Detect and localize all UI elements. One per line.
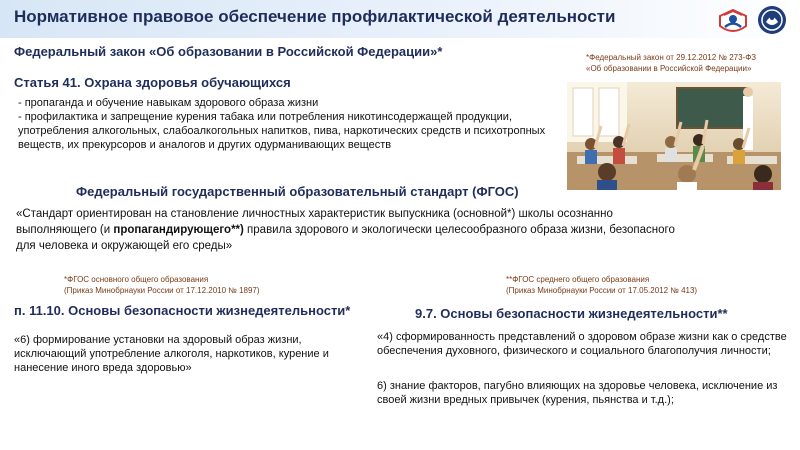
law-footnote-line2: «Об образовании в Российской Федерации» <box>586 64 752 73</box>
page-title: Нормативное правовое обеспечение профилактической деятельности <box>14 7 616 26</box>
fgos-note-right <box>506 274 697 296</box>
law-footnote <box>586 52 756 74</box>
classroom-photo <box>567 82 781 190</box>
fgos-text-bold: пропагандирующего**) <box>113 224 244 236</box>
article-heading: Статья 41. Охрана здоровья обучающихся <box>14 75 291 90</box>
fgos-text-after: правила здорового и экологически целесообразного образа жизни, безопасного для человека и окружающей его среды» <box>16 224 675 252</box>
emblem-logo-icon <box>756 4 788 36</box>
obzh-secondary-heading: 9.7. Основы безопасности жизнедеятельности** <box>415 306 728 321</box>
fgos-note-right-line1: **ФГОС среднего общего образования <box>506 275 650 284</box>
fgos-heading: Федеральный государственный образовательный стандарт (ФГОС) <box>76 184 519 199</box>
law-heading: Федеральный закон «Об образовании в Российской Федерации»* <box>14 44 443 59</box>
fgos-note-left <box>64 274 260 296</box>
classroom-illustration <box>567 82 781 190</box>
fgos-note-left-line1: *ФГОС основного общего образования <box>64 275 209 284</box>
obzh-basic-heading: п. 11.10. Основы безопасности жизнедеятельности* <box>14 303 351 318</box>
fgos-quote <box>16 206 676 254</box>
article-body <box>18 96 546 152</box>
law-footnote-line1: *Федеральный закон от 29.12.2012 № 273-ФЗ <box>586 53 757 62</box>
header-band <box>0 0 800 38</box>
fgos-note-left-line2: (Приказ Минобрнауки России от 17.12.2010 № 1897) <box>64 286 260 295</box>
obzh-basic-text: «6) формирование установки на здоровый образ жизни, исключающий употребление алкоголя, наркотиков, курение и нанесение иного вреда здоровью» <box>14 334 329 374</box>
fgos-note-right-line2: (Приказ Минобрнауки России от 17.05.2012 № 413) <box>506 286 698 295</box>
article-line-2: - профилактика и запрещение курения табака или потребления никотинсодержащей продукции, употребления алкогольных, слабоалкогольных напитков, пива, наркотических средств и психотропных веществ, их прекурсоров и аналогов и других одурманивающих веществ <box>18 111 546 151</box>
fgos-text-before: «Стандарт ориентирован на становление личностных характеристик выпускника (основной*) школы осознанно выполняющего (и <box>16 208 613 236</box>
ministry-logo-icon <box>716 6 750 36</box>
obzh-secondary-text-1: «4) сформированность представлений о здоровом образе жизни как о средстве обеспечения духовного, физического и социального благополучия личности; <box>377 331 787 357</box>
obzh-secondary-text-2: 6) знание факторов, пагубно влияющих на здоровье человека, исключение из своей жизни вредных привычек (курения, пьянства и т.д.); <box>377 380 778 406</box>
article-line-1: - пропаганда и обучение навыкам здорового образа жизни <box>18 97 319 109</box>
